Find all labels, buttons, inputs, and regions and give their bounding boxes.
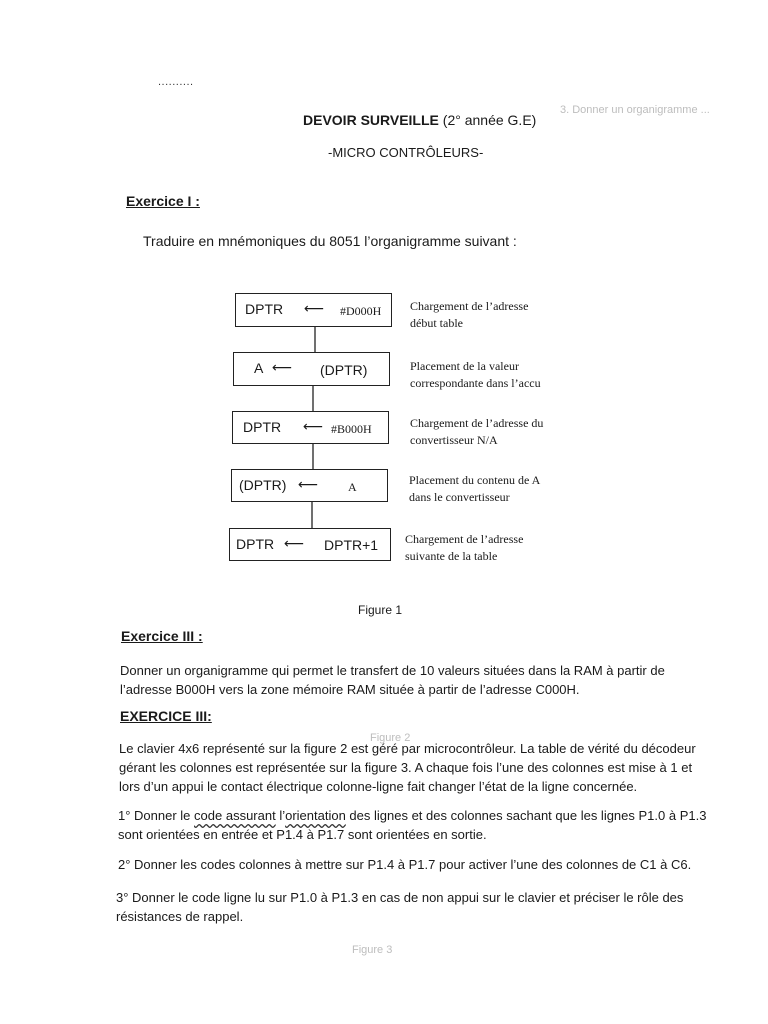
note-line: Chargement de l’adresse — [410, 299, 529, 313]
flowchart-step-5 — [229, 528, 391, 561]
step-left: A — [254, 360, 264, 376]
step-right: A — [348, 480, 357, 494]
note-line: Chargement de l’adresse du — [410, 416, 544, 430]
text-line: l’adresse B000H vers la zone mémoire RAM située à partir de l’adresse C000H. — [120, 682, 580, 697]
arrow-left-icon: ⟵ — [303, 418, 324, 434]
step-left: DPTR — [245, 301, 284, 317]
note-line: Placement du contenu de A — [409, 473, 541, 487]
exercise-1-heading: Exercice I : — [126, 193, 200, 209]
step-left: DPTR — [243, 419, 282, 435]
step-right: #D000H — [340, 304, 382, 318]
corner-fragment: .......... — [158, 76, 194, 88]
text-line: sont orientées en entrée et P1.4 à P1.7 sont orientées en sortie. — [118, 827, 487, 842]
title-main: DEVOIR SURVEILLE — [303, 112, 439, 128]
bleedthrough-text: Figure 3 — [352, 944, 393, 956]
step-right: #B000H — [331, 422, 372, 436]
note-line: correspondante dans l’accu — [410, 376, 541, 390]
exercise-2-heading: Exercice III : — [121, 628, 203, 644]
flowchart-step-1 — [235, 293, 392, 327]
text-line: gérant les colonnes est représentée sur la figure 3. A chaque fois l’une des colonnes est mise à 1 et — [119, 760, 693, 775]
exercise-2-text — [120, 661, 740, 699]
question-2: 2° Donner les codes colonnes à mettre sur P1.4 à P1.7 pour activer l’une des colonnes de C1 à C6. — [118, 857, 692, 872]
text-line: 3° Donner le code ligne lu sur P1.0 à P1.3 en cas de non appui sur le clavier et préciser le rôle des — [116, 890, 684, 905]
note-line: Chargement de l’adresse — [405, 532, 524, 546]
text-line: lors d’un appui le contact électrique colonne-ligne fait changer l’état de la ligne concernée. — [119, 779, 638, 794]
bleedthrough-text: Figure 2 — [370, 732, 411, 744]
text-line: résistances de rappel. — [116, 909, 244, 924]
question-3 — [116, 888, 746, 926]
text-line: Le clavier 4x6 représenté sur la figure 2 est géré par microcontrôleur. La table de vérité du décodeur — [119, 741, 696, 756]
step-left: (DPTR) — [239, 477, 287, 493]
flowchart-note-1 — [410, 298, 528, 332]
note-line: début table — [410, 316, 463, 330]
arrow-left-icon: ⟵ — [304, 300, 325, 316]
arrow-left-icon: ⟵ — [284, 535, 305, 551]
page-subtitle: -MICRO CONTRÔLEURS- — [328, 145, 484, 160]
text-line — [118, 806, 748, 825]
step-right: (DPTR) — [320, 362, 368, 378]
flowchart-step-3 — [232, 411, 389, 444]
note-line: dans le convertisseur — [409, 490, 510, 504]
arrow-left-icon: ⟵ — [298, 476, 319, 492]
text-line: Donner un organigramme qui permet le transfert de 10 valeurs situées dans la RAM à partir de — [120, 663, 665, 678]
bleedthrough-text: 3. Donner un organigramme ... — [560, 104, 710, 116]
step-right: DPTR+1 — [324, 537, 379, 553]
title-paren: (2° année G.E) — [442, 112, 537, 128]
exercise-1-prompt: Traduire en mnémoniques du 8051 l’organigramme suivant : — [143, 233, 517, 249]
q1-rest: des lignes et des colonnes sachant que les lignes P1.0 à P1.3 — [345, 808, 707, 823]
flowchart-step-4 — [231, 469, 388, 502]
flowchart-step-2 — [233, 352, 390, 386]
exercise-3-intro — [119, 739, 749, 796]
flowchart-note-2 — [410, 358, 541, 392]
exercise-3-heading: EXERCICE III: — [120, 708, 212, 724]
q1-prefix: 1° Donner le — [118, 808, 195, 823]
q1-underlined-code: code assurant — [194, 808, 276, 823]
flowchart-note-3 — [410, 415, 543, 449]
q1-underlined-orientation: orientation — [285, 808, 346, 823]
q1-mid: l’ — [275, 808, 286, 823]
note-line: convertisseur N/A — [410, 433, 498, 447]
figure-caption: Figure 1 — [358, 603, 403, 617]
note-line: suivante de la table — [405, 549, 498, 563]
arrow-left-icon: ⟵ — [272, 359, 293, 375]
flowchart-note-5 — [405, 531, 523, 565]
step-left: DPTR — [236, 536, 275, 552]
question-1 — [118, 806, 748, 844]
flowchart-note-4 — [409, 472, 540, 506]
note-line: Placement de la valeur — [410, 359, 519, 373]
